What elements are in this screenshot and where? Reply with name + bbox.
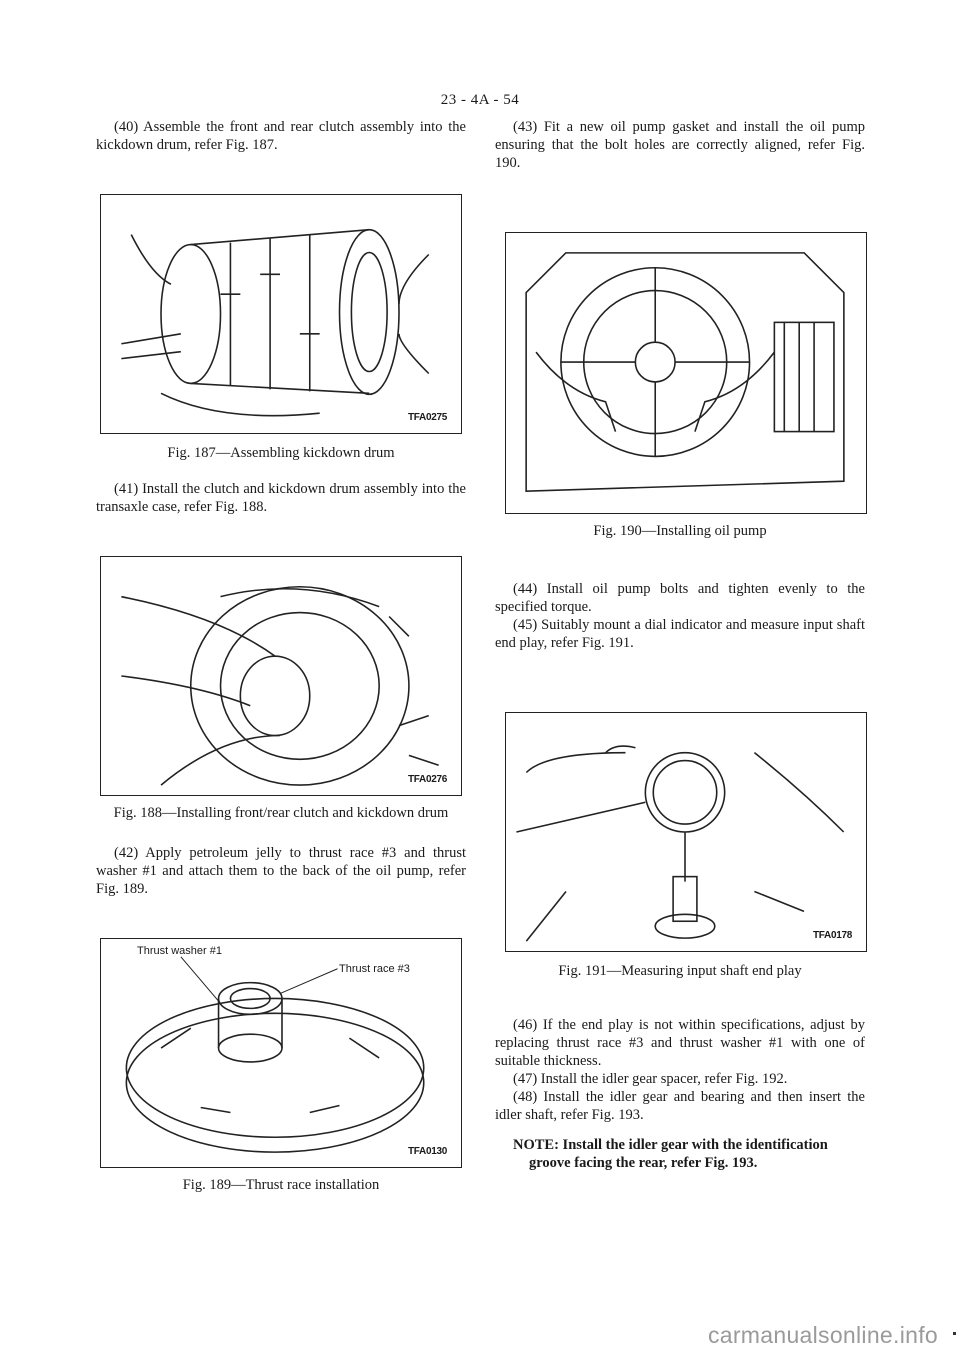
step-40: (40) Assemble the front and rear clutch assembly into the kickdown drum, refer Fig. 187. bbox=[96, 119, 466, 153]
dial-indicator-illustration bbox=[506, 713, 866, 951]
figure-code: TFA0276 bbox=[407, 774, 447, 785]
step-47: (47) Install the idler gear spacer, refer Fig. 192. bbox=[513, 1071, 788, 1087]
figure-187 bbox=[100, 194, 462, 434]
step-45: (45) Suitably mount a dial indicator and measure input shaft end play, refer Fig. 191. bbox=[495, 617, 865, 651]
note-line-2: groove facing the rear, refer Fig. 193. bbox=[529, 1155, 758, 1171]
figure-189-caption: Fig. 189—Thrust race installation bbox=[182, 1177, 380, 1193]
thrust-washer-label: Thrust washer #1 bbox=[137, 945, 222, 957]
watermark: carmanualsonline.info bbox=[707, 1322, 938, 1348]
note-line-1: NOTE: Install the idler gear with the identification bbox=[513, 1137, 828, 1153]
figure-190-caption: Fig. 190—Installing oil pump bbox=[593, 523, 767, 539]
figure-code: TFA0178 bbox=[812, 930, 852, 941]
figure-190 bbox=[505, 232, 867, 514]
clutch-drum-install-illustration bbox=[101, 557, 461, 795]
left-column bbox=[96, 118, 466, 1194]
right-column bbox=[495, 118, 865, 1172]
thrust-race-label: Thrust race #3 bbox=[339, 963, 410, 975]
step-44: (44) Install oil pump bolts and tighten evenly to the specified torque. bbox=[495, 581, 865, 615]
step-48: (48) Install the idler gear and bearing and then insert the idler shaft, refer Fig. 193. bbox=[495, 1089, 865, 1123]
step-46: (46) If the end play is not within specifications, adjust by replacing thrust race #3 and thrust washer #1 with one of suitable thickness. bbox=[495, 1017, 865, 1069]
page-dot bbox=[953, 1332, 956, 1335]
step-41: (41) Install the clutch and kickdown drum assembly into the transaxle case, refer Fig. 188. bbox=[96, 481, 466, 515]
figure-191 bbox=[505, 712, 867, 952]
figure-code: TFA0275 bbox=[407, 412, 447, 423]
figure-188 bbox=[100, 556, 462, 796]
figure-191-caption: Fig. 191—Measuring input shaft end play bbox=[558, 963, 802, 979]
figure-187-caption: Fig. 187—Assembling kickdown drum bbox=[167, 445, 395, 461]
figure-code: TFA0130 bbox=[407, 1146, 447, 1157]
figure-189 bbox=[100, 938, 462, 1168]
page-number: 23 - 4A - 54 bbox=[440, 92, 520, 108]
oil-pump-install-illustration bbox=[506, 233, 866, 513]
kickdown-drum-illustration bbox=[101, 195, 461, 433]
step-43: (43) Fit a new oil pump gasket and install the oil pump ensuring that the bolt holes are correctly aligned, refer Fig. 190. bbox=[495, 119, 865, 171]
step-42: (42) Apply petroleum jelly to thrust race #3 and thrust washer #1 and attach them to the back of the oil pump, refer Fig. 189. bbox=[96, 845, 466, 897]
figure-188-caption: Fig. 188—Installing front/rear clutch and kickdown drum bbox=[113, 805, 449, 821]
